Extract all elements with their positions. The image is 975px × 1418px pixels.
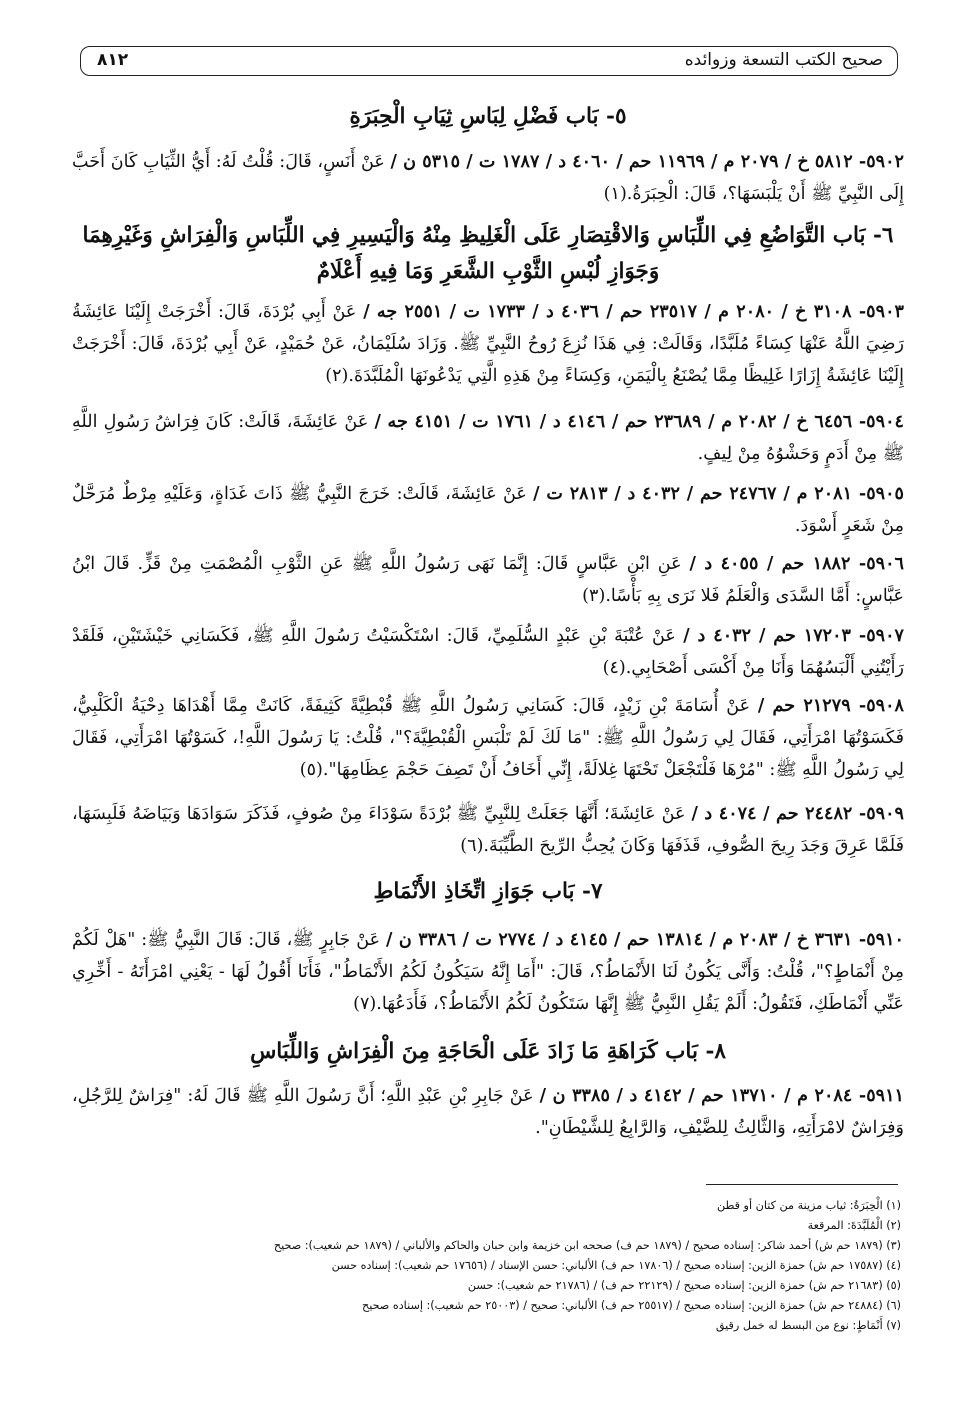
hadith-text: عَنِ ابْنِ عَبَّاسٍ قَالَ: إِنَّمَا نَهَى رَسُولُ اللَّهِ ﷺ عَنِ الثَّوْبِ الْمُصْمَتِ مِنْ قَزٍّ. قَالَ ابْنُ عَبَّاسٍ: أَمَّا السَّدَى وَالْعَلَمُ فَلا نَرَى بِهِ بَأْسًا.(٣) [72,554,904,606]
hadith-5902 [72,146,904,210]
hadith-references: ٥٩٠٧- ١٧٢٠٣ حم / ٤٠٣٢ د / [683,625,904,646]
footnotes [71,1196,901,1336]
hadith-text: عَنْ أُسَامَةَ بْنِ زَيْدٍ، قَالَ: كَسَانِي رَسُولُ اللَّهِ ﷺ قُبْطِيَّةً كَثِيفَةً، كَانَتْ مِمَّا أَهْدَاهَا دِحْيَةُ الْكَلْبِيُّ، فَكَسَوْتُهَا امْرَأَتِي، فَقَالَ لِي رَسُولُ اللَّهِ ﷺ: "مَا لَكَ لَمْ تَلْبَسِ الْقُبْطِيَّةَ؟"، قُلْتُ: يَا رَسُولَ اللَّهِ!، كَسَوْتُهَا امْرَأَتِي، فَقَالَ لِي رَسُولُ اللَّهِ ﷺ: "مُرْهَا فَلْتَجْعَلْ تَحْتَهَا غِلالَةً، إِنِّي أَخَافُ أَنْ تَصِفَ حَجْمَ عِظَامِهَا".(٥) [72,696,904,780]
hadith-text: عَنْ أَبِي بُرْدَةَ، قَالَ: أَخْرَجَتْ إِلَيْنَا عَائِشَةُ رَضِيَ اللَّهُ عَنْهَا كِسَاءً مُلَبَّدًا، وَقَالَتْ: فِي هَذَا نُزِعَ رُوحُ النَّبِيِّ ﷺ. وَزَادَ سُلَيْمَانُ، عَنْ حُمَيْدٍ، عَنْ أَبِي بُرْدَةَ، قَالَ: أَخْرَجَتْ إِلَيْنَا عَائِشَةُ إِزَارًا غَلِيظًا مِمَّا يُصْنَعُ بِالْيَمَنِ، وَكِسَاءً مِنْ هَذِهِ الَّتِي يَدْعُونَهَا الْمُلَبَّدَةَ.(٢) [72,302,905,386]
hadith-references: ٥٩٠٨- ٢١٢٧٩ حم / [757,695,905,716]
hadith-5911 [72,1080,904,1144]
footnote: (٤) (١٧٥٨٧ حم ش) حمزة الزين: إسناده صحيح / (١٧٨٠٦ حم ف) الألباني: حسن الإسناد / (١٧٦٥٦ حم شعيب): إسناده حسن [331,1259,901,1272]
hadith-5909 [72,798,904,862]
hadith-text: عَنْ عُتْبَةَ بْنِ عَبْدٍ السُّلَمِيِّ، قَالَ: اسْتَكْسَيْتُ رَسُولَ اللَّهِ ﷺ، فَكَسَانِي خَيْشَتَيْنِ، فَلَقَدْ رَأَيْتُنِي أَلْبَسُهُمَا وَأَنَا مِنْ أَكْسَى أَصْحَابِي.(٤) [72,626,904,678]
hadith-references: ٥٩٠٣- ٣١٠٨ خ / ٢٠٨٠ م / ٢٣٥١٧ حم / ٤٠٣٦ د / ١٧٣٣ ت / ٢٥٥١ جه / [363,301,904,322]
hadith-5903 [72,296,904,392]
hadith-5910 [72,924,904,1020]
footnote: (٧) أَنْمَاطٍ: نوع من البسط له خمل رقيق [715,1319,901,1332]
page-number: ٨١٢ [97,50,129,70]
book-title: صحيح الكتب التسعة وزوائده [684,50,883,70]
hadith-references: ٥٩٠٦- ١٨٨٢ حم / ٤٠٥٥ د / [689,553,904,574]
hadith-references: ٥٩٠٥- ٢٠٨١ م / ٢٤٧٦٧ حم / ٤٠٣٢ د / ٢٨١٣ ت / [533,483,904,504]
footnote: (٥) (٢١٦٨٣ حم ش) حمزة الزين: إسناده صحيح / (٢٢١٢٩ حم ف) / (٢١٧٨٦ حم شعيب): حسن [467,1279,901,1292]
hadith-5906 [72,548,904,612]
hadith-5907 [72,620,904,684]
chapter-heading-5: ٥- بَاب فَضْلِ لِبَاسِ ثِيَابِ الْحِبَرَةِ [349,104,627,129]
hadith-references: ٥٩٠٩- ٢٤٤٨٢ حم / ٤٠٧٤ د / [691,803,904,824]
hadith-text: عَنْ عَائِشَةَ، قَالَتْ: خَرَجَ النَّبِيُّ ﷺ ذَاتَ غَدَاةٍ، وَعَلَيْهِ مِرْطٌ مُرَحَّلٌ مِنْ شَعَرٍ أَسْوَدَ. [72,484,904,536]
hadith-references: ٥٩٠٢- ٥٨١٢ خ / ٢٠٧٩ م / ١١٩٦٩ حم / ٤٠٦٠ د / ١٧٨٧ ت / ٥٣١٥ ن / [390,151,904,172]
hadith-5908 [72,690,904,786]
hadith-references: ٥٩١١- ٢٠٨٤ م / ١٣٧١٠ حم / ٤١٤٢ د / ٣٣٨٥ ن / [539,1085,904,1106]
chapter-heading-6: ٦- بَاب التَّوَاضُعِ فِي اللِّبَاسِ وَالاقْتِصَارِ عَلَى الْغَلِيظِ مِنْهُ وَالْيَسِيرِ فِي اللِّبَاسِ وَالْفِرَاشِ وَغَيْرِهِمَا وَجَوَازِ لُبْسِ الثَّوْبِ الشَّعَرِ وَمَا فِيهِ أَعْلَامٌ [82,223,894,284]
hadith-text: عَنْ عَائِشَةَ، قَالَتْ: كَانَ فِرَاشُ رَسُولِ اللَّهِ ﷺ مِنْ أَدَمٍ وَحَشْوُهُ مِنْ لِيفٍ. [72,412,904,464]
running-header [80,46,898,76]
hadith-text: عَنْ جَابِرٍ ﷺ، قَالَ: قَالَ النَّبِيُّ ﷺ: "هَلْ لَكُمْ مِنْ أَنْمَاطٍ؟"، قُلْتُ: وَأَنَّى يَكُونُ لَنَا الأَنْمَاطُ؟، قَالَ: "أَمَا إِنَّهُ سَيَكُونُ لَكُمُ الأَنْمَاطُ"، فَأَنَا أَقُولُ لَهَا - يَعْنِي امْرَأَتَهُ - أَخِّرِي عَنِّي أَنْمَاطَكِ، فَتَقُولُ: أَلَمْ يَقُلِ النَّبِيُّ ﷺ إِنَّهَا سَتَكُونُ لَكُمُ الأَنْمَاطُ؟، فَأَدَعُهَا.(٧) [72,930,904,1014]
footnote: (٣) (١٨٧٩ حم ش) أحمد شاكر: إسناده صحيح / (١٨٧٩ حم ف) صححه ابن خزيمة وابن حبان والحاكم والألباني / (١٨٧٩ حم شعيب): صحيح [273,1239,901,1252]
hadith-references: ٥٩٠٤- ٦٤٥٦ خ / ٢٠٨٢ م / ٢٣٦٨٩ حم / ٤١٤٦ د / ١٧٦١ ت / ٤١٥١ جه / [374,411,904,432]
hadith-5905 [72,478,904,542]
footnote: (٢) الْمُلَبَّدَةَ: المرقعة [807,1219,901,1232]
footnote-separator [706,1184,898,1185]
hadith-5904 [72,406,904,470]
hadith-text: عَنْ أَنَسٍ، قَالَ: قُلْتُ لَهُ: أَيُّ الثِّيَابِ كَانَ أَحَبَّ إِلَى النَّبِيِّ ﷺ أَنْ يَلْبَسَهَا؟، قَالَ: الْحِبَرَةُ.(١) [72,152,904,204]
chapter-heading-8: ٨- بَاب كَرَاهَةِ مَا زَادَ عَلَى الْحَاجَةِ مِنَ الْفِرَاشِ وَاللِّبَاسِ [250,1039,726,1064]
hadith-references: ٥٩١٠- ٣٦٣١ خ / ٢٠٨٣ م / ١٣٨١٤ حم / ٤١٤٥ د / ٢٧٧٤ ت / ٣٣٨٦ ن / [386,929,904,950]
hadith-text: عَنْ جَابِرِ بْنِ عَبْدِ اللَّهِ؛ أَنَّ رَسُولَ اللَّهِ ﷺ قَالَ لَهُ: "فِرَاشٌ لِلرَّجُلِ، وَفِرَاشٌ لامْرَأَتِهِ، وَالثَّالِثُ لِلضَّيْفِ، وَالرَّابِعُ لِلشَّيْطَانِ". [72,1086,904,1138]
hadith-text: عَنْ عَائِشَةَ؛ أَنَّهَا جَعَلَتْ لِلنَّبِيِّ ﷺ بُرْدَةً سَوْدَاءَ مِنْ صُوفٍ، فَذَكَرَ سَوَادَهَا وَبَيَاضَهُ فَلَبِسَهَا، فَلَمَّا عَرِقَ وَجَدَ رِيحَ الصُّوفِ، قَذَفَهَا وَكَانَ يُحِبُّ الرِّيحَ الطَّيِّبَةَ.(٦) [72,804,904,856]
chapter-heading-7: ٧- بَاب جَوَازِ اتِّخَاذِ الأَنْمَاطِ [373,879,603,904]
footnote: (٦) (٢٤٨٨٤ حم ش) حمزة الزين: إسناده صحيح / (٢٥٥١٧ حم ف) الألباني: صحيح / (٢٥٠٠٣ حم شعيب): إسناده صحيح [361,1299,901,1312]
footnote: (١) الْحِبَرَةُ: ثياب مزينة من كتان أو قطن [716,1199,901,1212]
